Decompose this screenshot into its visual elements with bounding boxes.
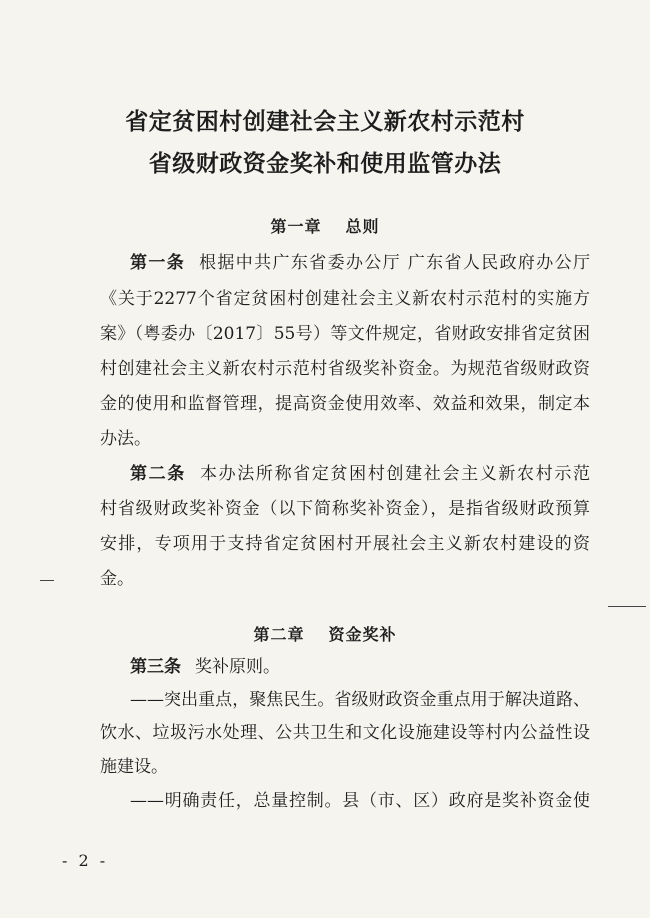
margin-mark-right xyxy=(608,606,646,607)
article-1-line-1: 第一条 根据中共广东省委办公厅 广东省人民政府办公厅 xyxy=(130,253,590,273)
chapter-2-label: 第二章 xyxy=(253,625,305,644)
article-3-line-5: ——明确责任，总量控制。县（市、区）政府是奖补资金使 xyxy=(130,791,590,811)
margin-mark-left xyxy=(40,580,54,581)
article-1-label: 第一条 xyxy=(130,253,186,273)
article-2-line-2: 村省级财政奖补资金（以下简称奖补资金），是指省级财政预算 xyxy=(100,499,590,519)
article-2-line-4: 金。 xyxy=(100,569,134,589)
document-title-line2: 省级财政资金奖补和使用监管办法 xyxy=(148,151,502,177)
page-number: - 2 - xyxy=(62,851,109,870)
article-1-line-5: 金的使用和监督管理，提高资金使用效率、效益和效果，制定本 xyxy=(100,394,590,414)
article-3-line-3: 饮水、垃圾污水处理、公共卫生和文化设施建设等村内公益性设 xyxy=(100,723,590,743)
article-1-line-3: 案》（粤委办〔2017〕55号）等文件规定，省财政安排省定贫困 xyxy=(100,324,590,344)
article-3-label: 第三条 xyxy=(130,657,181,677)
article-1-line-4: 村创建社会主义新农村示范村省级奖补资金。为规范省级财政资 xyxy=(100,359,590,379)
article-2-line-3: 安排，专项用于支持省定贫困村开展社会主义新农村建设的资 xyxy=(100,534,590,554)
chapter-2-name: 资金奖补 xyxy=(328,625,397,644)
article-1-line-6: 办法。 xyxy=(100,429,151,449)
chapter-2-heading xyxy=(0,622,650,645)
article-2-line-1: 第二条 本办法所称省定贫困村创建社会主义新农村示范 xyxy=(130,464,590,484)
article-3-line-2: ——突出重点，聚焦民生。省级财政资金重点用于解决道路、 xyxy=(130,690,590,710)
chapter-1-heading xyxy=(0,214,650,237)
article-3-line-4: 施建设。 xyxy=(100,757,168,777)
chapter-1-label: 第一章 xyxy=(270,217,322,236)
article-1-line-2: 《关于2277个省定贫困村创建社会主义新农村示范村的实施方 xyxy=(100,289,590,309)
document-title-line1: 省定贫困村创建社会主义新农村示范村 xyxy=(125,109,525,135)
article-3-line-1: 第三条 奖补原则。 xyxy=(130,657,280,677)
chapter-1-name: 总则 xyxy=(345,217,380,236)
article-2-label: 第二条 xyxy=(130,464,186,484)
